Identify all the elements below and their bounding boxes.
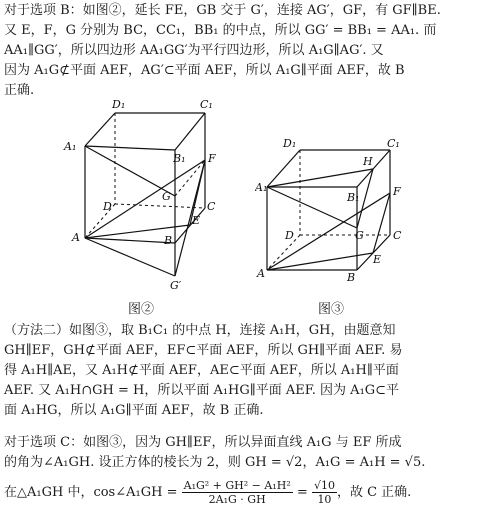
fig3-label-f: F — [393, 185, 401, 198]
fig2-label-f: F — [208, 152, 216, 165]
fig3-label-h: H — [363, 155, 373, 168]
paragraph1-line-4: 因为 A₁G⊄平面 AEF，AG′⊂平面 AEF，所以 A₁G∥平面 AEF，故 B — [4, 63, 405, 78]
fig3-label-a1: A₁ — [255, 181, 268, 194]
formula-fraction-1 — [182, 479, 293, 506]
fig2-label-d1: D₁ — [112, 98, 126, 111]
formula-fraction-2-numerator: √10 — [313, 479, 335, 492]
formula-fraction-2 — [312, 479, 337, 506]
paragraph1-line-3: AA₁∥GG′，所以四边形 AA₁GG′为平行四边形，所以 A₁G∥AG′. 又 — [4, 43, 384, 58]
fig2-label-c1: C₁ — [200, 98, 213, 111]
fig3-label-c1: C₁ — [387, 137, 400, 150]
paragraph2-line-2: GH∥EF，GH⊄平面 AEF，EF⊂平面 AEF，所以 GH∥平面 AEF. 易 — [4, 343, 403, 358]
fig2-label-g-prime: G′ — [170, 279, 182, 292]
formula-suffix: ，故 C 正确. — [336, 485, 412, 500]
fig3-label-b1: B₁ — [347, 191, 360, 204]
fig2-label-g: G — [162, 190, 171, 203]
formula-equals: = — [296, 485, 308, 500]
figure-3-caption: 图③ — [318, 302, 345, 317]
figure-2-diagram — [60, 98, 230, 293]
fig2-label-e: E — [192, 214, 201, 227]
fig3-label-a: A — [257, 267, 265, 280]
fig3-label-g: G — [355, 229, 364, 242]
fig3-label-d1: D₁ — [283, 137, 297, 150]
formula-fraction-1-numerator: A₁G² + GH² − A₁H² — [183, 479, 291, 492]
fig2-label-b: B — [164, 234, 173, 247]
fig2-label-a: A — [72, 231, 80, 244]
formula-fraction-2-denominator: 10 — [317, 493, 332, 506]
fig3-label-d: D — [285, 229, 294, 242]
fig2-label-d: D — [103, 200, 112, 213]
paragraph3-line-2: 的角为∠A₁GH. 设正方体的棱长为 2，则 GH = √2，A₁G = A₁H = √5. — [4, 455, 426, 470]
figure-3-diagram — [255, 135, 425, 285]
fig2-label-c: C — [207, 200, 216, 213]
formula-prefix: 在△A₁GH 中，cos∠A₁GH = — [4, 485, 178, 500]
paragraph2-line-3: 得 A₁H∥AE，又 A₁H⊄平面 AEF，AE⊂平面 AEF，所以 A₁H∥平面 — [4, 363, 399, 378]
paragraph1-line-2: 又 E，F，G 分别为 BC，CC₁，BB₁ 的中点，所以 GG′ = BB₁ = AA₁. 而 — [4, 23, 437, 38]
paragraph3-line-1: 对于选项 C：如图③，因为 GH∥EF，所以异面直线 A₁G 与 EF 所成 — [4, 435, 402, 450]
fig2-label-b1: B₁ — [173, 152, 186, 165]
paragraph1-line-5: 正确. — [4, 83, 35, 98]
paragraph1-line-1: 对于选项 B：如图②，延长 FE，GB 交于 G′，连接 AG′，GF，有 GF∥BE. — [4, 3, 441, 18]
paragraph2-line-5: 面 A₁HG，所以 A₁G∥平面 AEF，故 B 正确. — [4, 403, 264, 418]
formula-fraction-1-denominator: 2A₁G · GH — [208, 493, 266, 506]
fig2-label-a1: A₁ — [64, 140, 77, 153]
fig3-label-c: C — [393, 229, 402, 242]
fig3-label-e: E — [373, 253, 382, 266]
figure-2-caption: 图② — [128, 302, 155, 317]
paragraph2-line-1: （方法二）如图③，取 B₁C₁ 的中点 H，连接 A₁H，GH，由题意知 — [4, 323, 396, 338]
formula-line — [4, 478, 411, 508]
paragraph2-line-4: AEF. 又 A₁H∩GH = H，所以平面 A₁HG∥平面 AEF. 因为 A₁G⊂平 — [4, 383, 400, 398]
fig3-label-b: B — [347, 271, 356, 284]
